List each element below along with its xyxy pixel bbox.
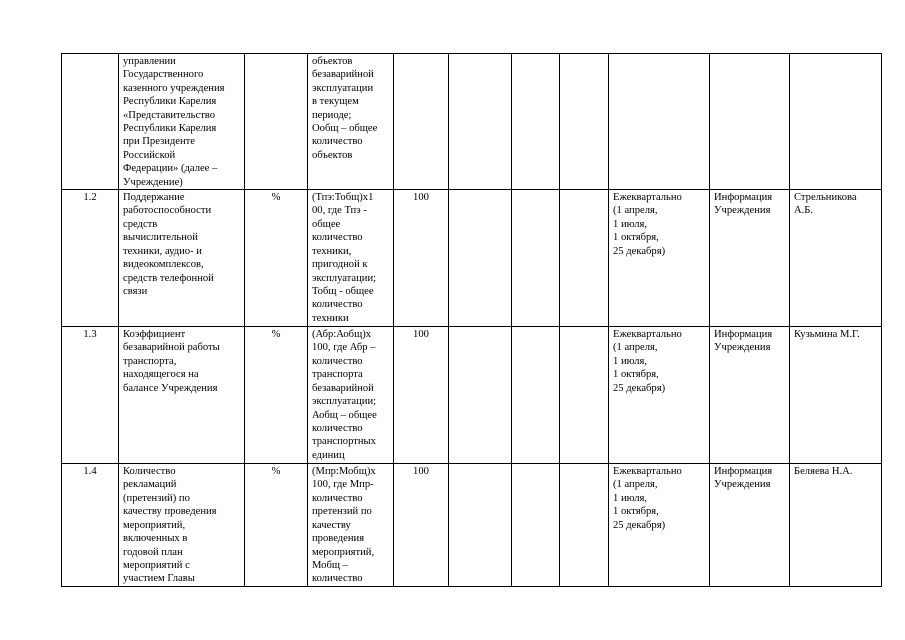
source-cell: [710, 54, 790, 190]
indicator-name: управлении Государственного казенного учреждения Республики Карелия «Представительство Республики Карелия при Президенте Российской Федерации» (далее – Учреждение): [119, 54, 245, 190]
source-cell: Информация Учреждения: [710, 464, 790, 587]
formula-cell: (Тпэ:Тобщ)х1 00, где Тпэ - общее количество техники, пригодной к эксплуатации; Тобщ - общее количество техники: [308, 190, 394, 327]
empty-cell: [512, 464, 560, 587]
unit-cell: %: [245, 190, 308, 327]
indicator-table: [61, 53, 882, 587]
indicator-name: Поддержание работоспособности средств вычислительной техники, аудио- и видеокомплексов, средств телефонной связи: [119, 190, 245, 327]
responsible-cell: Стрельникова А.Б.: [790, 190, 882, 327]
table-row: [62, 327, 882, 464]
period-cell: Ежеквартально (1 апреля, 1 июля, 1 октября, 25 декабря): [609, 464, 710, 587]
empty-cell: [449, 464, 512, 587]
responsible-cell: Кузьмина М.Г.: [790, 327, 882, 464]
row-number: 1.2: [62, 190, 119, 327]
formula-cell: (Абр:Аобщ)х 100, где Абр – количество транспорта безаварийной эксплуатации; Аобщ – общее количество транспортных единиц: [308, 327, 394, 464]
row-number: 1.3: [62, 327, 119, 464]
empty-cell: [560, 464, 609, 587]
empty-cell: [449, 190, 512, 327]
row-number: [62, 54, 119, 190]
empty-cell: [449, 327, 512, 464]
indicator-name: Коэффициент безаварийной работы транспорта, находящегося на балансе Учреждения: [119, 327, 245, 464]
period-cell: Ежеквартально (1 апреля, 1 июля, 1 октября, 25 декабря): [609, 327, 710, 464]
empty-cell: [560, 190, 609, 327]
source-cell: Информация Учреждения: [710, 190, 790, 327]
target-value: 100: [394, 190, 449, 327]
target-value: 100: [394, 464, 449, 587]
table-row: [62, 190, 882, 327]
unit-cell: %: [245, 464, 308, 587]
indicator-name: Количество рекламаций (претензий) по качеству проведения мероприятий, включенных в годовой план мероприятий с участием Главы: [119, 464, 245, 587]
formula-cell: (Мпр:Мобщ)х 100, где Мпр- количество претензий по качеству проведения мероприятий, Мобщ – количество: [308, 464, 394, 587]
empty-cell: [560, 327, 609, 464]
unit-cell: [245, 54, 308, 190]
source-cell: Информация Учреждения: [710, 327, 790, 464]
empty-cell: [512, 54, 560, 190]
empty-cell: [512, 327, 560, 464]
responsible-cell: Беляева Н.А.: [790, 464, 882, 587]
target-value: 100: [394, 327, 449, 464]
unit-cell: %: [245, 327, 308, 464]
empty-cell: [512, 190, 560, 327]
table-row: [62, 464, 882, 587]
period-cell: Ежеквартально (1 апреля, 1 июля, 1 октября, 25 декабря): [609, 190, 710, 327]
responsible-cell: [790, 54, 882, 190]
row-number: 1.4: [62, 464, 119, 587]
empty-cell: [560, 54, 609, 190]
period-cell: [609, 54, 710, 190]
table-row: [62, 54, 882, 190]
empty-cell: [449, 54, 512, 190]
target-value: [394, 54, 449, 190]
formula-cell: объектов безаварийной эксплуатации в текущем периоде; Ообщ – общее количество объектов: [308, 54, 394, 190]
